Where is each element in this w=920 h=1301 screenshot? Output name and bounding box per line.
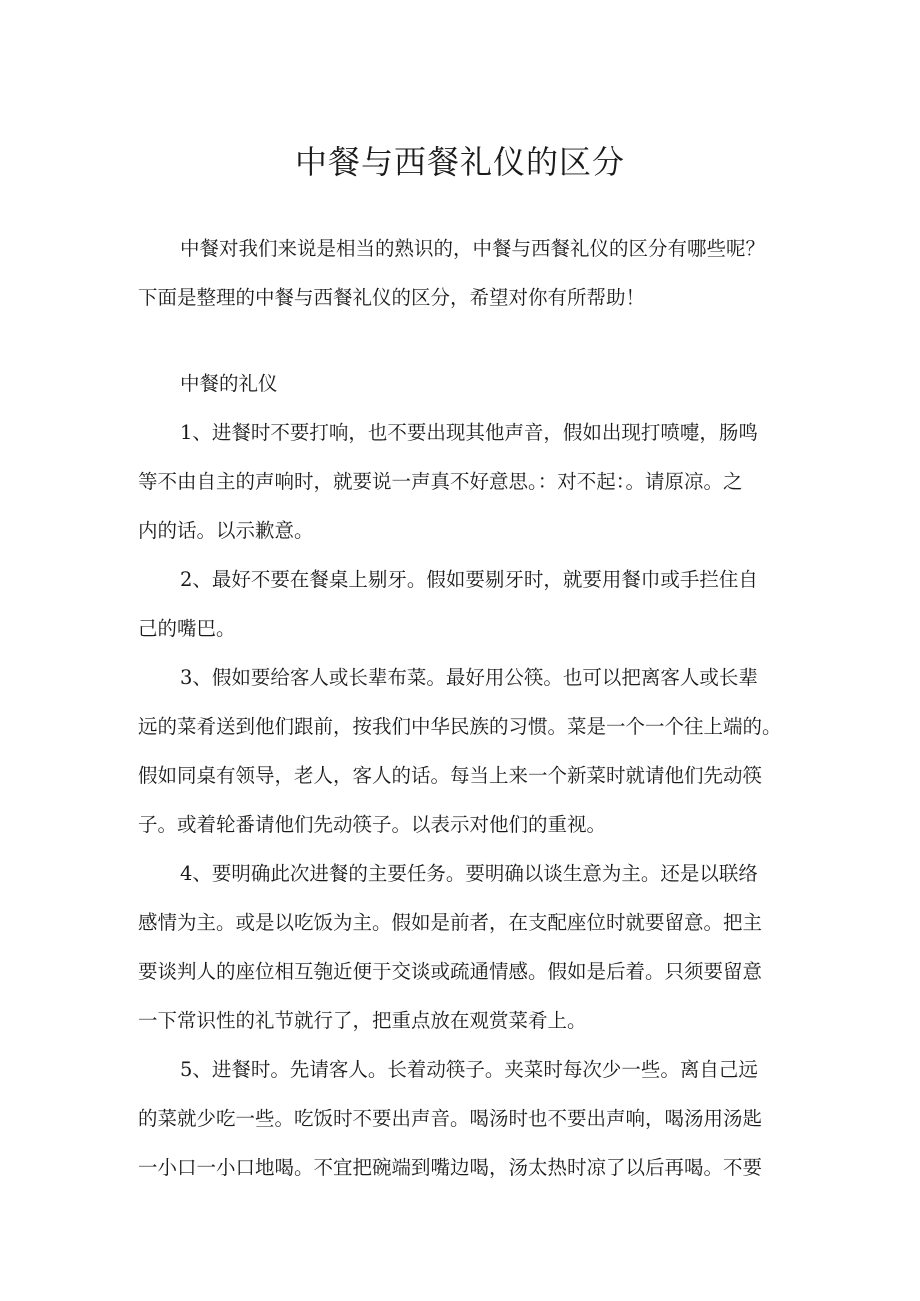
item-4-line-3: 要谈判人的座位相互匏近便于交谈或疏通情感。假如是后着。只须要留意 — [138, 960, 763, 983]
item-3-line-3: 假如同桌有领导，老人，客人的话。每当上来一个新菜时就请他们先动筷 — [138, 764, 763, 787]
item-5-line-2: 的菜就少吃一些。吃饭时不要出声音。喝汤时也不要出声响，喝汤用汤匙 — [138, 1107, 763, 1130]
item-4-line-2: 感情为主。或是以吃饭为主。假如是前者，在支配座位时就要留意。把主 — [138, 911, 763, 934]
document-title: 中餐与西餐礼仪的区分 — [294, 143, 625, 181]
item-1-line-1: 1、进餐时不要打响，也不要出现其他声音，假如出现打喷嚏，肠鸣 — [180, 421, 758, 444]
intro-line-1: 中餐对我们来说是相当的熟识的，中餐与西餐礼仪的区分有哪些呢？ — [180, 237, 766, 260]
item-1-paragraph — [138, 408, 798, 555]
item-5-paragraph — [138, 1045, 798, 1192]
section-heading — [138, 359, 798, 408]
item-5-line-1: 5、进餐时。先请客人。长着动筷子。夹菜时每次少一些。离自己远 — [180, 1058, 758, 1081]
intro-paragraph — [138, 224, 798, 322]
item-2-line-1: 2、最好不要在餐桌上剔牙。假如要剔牙时，就要用餐巾或手拦住自 — [180, 568, 758, 591]
item-4-line-4: 一下常识性的礼节就行了，把重点放在观赏菜肴上。 — [138, 1009, 587, 1032]
item-3-paragraph — [138, 653, 798, 849]
item-4-paragraph — [138, 849, 798, 1045]
item-4-line-1: 4、要明确此次进餐的主要任务。要明确以谈生意为主。还是以联络 — [180, 862, 758, 885]
item-1-line-3: 内的话。以示歉意。 — [138, 519, 314, 542]
intro-line-2: 下面是整理的中餐与西餐礼仪的区分，希望对你有所帮助！ — [138, 286, 646, 309]
item-3-line-4: 子。或着轮番请他们先动筷子。以表示对他们的重视。 — [138, 813, 607, 836]
item-5-line-3: 一小口一小口地喝。不宜把碗端到嘴边喝，汤太热时凉了以后再喝。不要 — [138, 1156, 763, 1179]
item-2-paragraph — [138, 555, 798, 653]
item-3-line-1: 3、假如要给客人或长辈布菜。最好用公筷。也可以把离客人或长辈 — [180, 666, 758, 689]
item-1-line-2: 等不由自主的声响时，就要说一声真不好意思。：对不起：。请原凉。之 — [138, 470, 743, 493]
item-2-line-2: 己的嘴巴。 — [138, 617, 236, 640]
section-heading-text: 中餐的礼仪 — [180, 372, 278, 395]
item-3-line-2: 远的菜肴送到他们跟前，按我们中华民族的习惯。菜是一个一个往上端的。 — [138, 715, 782, 738]
